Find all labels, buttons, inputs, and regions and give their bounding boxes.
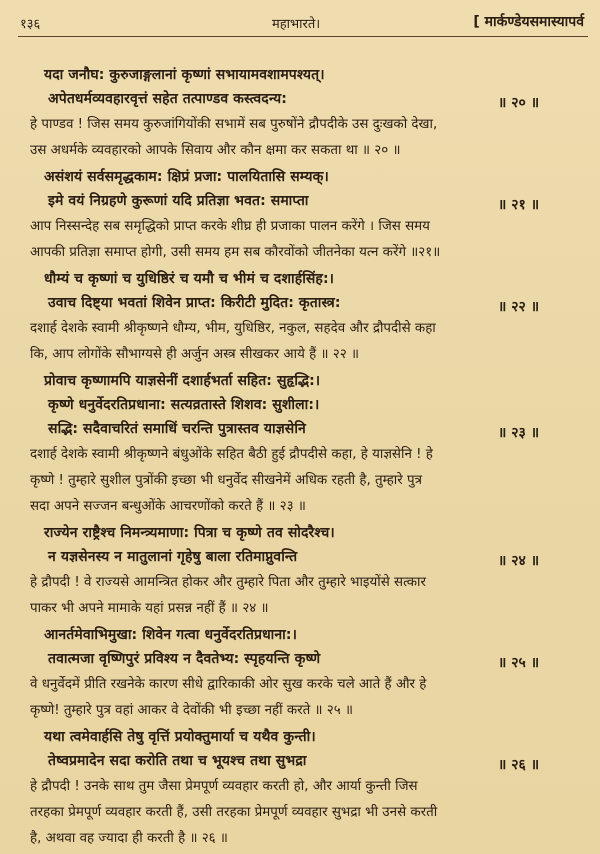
- sanskrit-line: आनर्तमेवाभिमुखा: शिवेन गत्वा धनुर्वेदरतिप्रधाना:।: [44, 627, 298, 643]
- verse-number: ॥ २५ ॥: [498, 655, 540, 671]
- translation-line: पाकर भी अपने मामाके यहां प्रसन्न नहीं हैं ॥ २४ ॥: [30, 601, 269, 616]
- sanskrit-line: प्रोवाच कृष्णामपि याज्ञसेनीं दशार्हभर्ता सहित: सुहृद्भि:।: [44, 373, 321, 389]
- sanskrit-line: तेष्वप्रमादेन सदा करोति तथा च भूयश्च तथा सुभद्रा: [48, 753, 307, 769]
- sanskrit-line: इमे वयं निग्रहणे कुरूणां यदि प्रतिज्ञा भवत: समाप्ता: [48, 193, 309, 209]
- translation-line: दशार्ह देशके स्वामी श्रीकृष्णने धौम्य, भीम, युधिष्ठिर, नकुल, सहदेव और द्रौपदीसे कहा: [30, 321, 436, 336]
- verse-number: ॥ २१ ॥: [498, 197, 540, 213]
- book-title: महाभारते।: [272, 17, 321, 32]
- sanskrit-line: तवात्मजा वृष्णिपुरं प्रविश्य न दैवतेभ्य: स्पृहयन्ति कृष्णे: [48, 651, 321, 667]
- sanskrit-line: राज्येन राष्ट्रैश्च निमन्त्र्यमाणा: पित्रा च कृष्णे तव सोदरैश्च।: [44, 525, 335, 541]
- sanskrit-line: कृष्णे धनुर्वेदरतिप्रधाना: सत्यव्रतास्ते शिशव: सुशीला:।: [48, 397, 320, 413]
- translation-line: है, अथवा वह ज्यादा ही करती है ॥ २६ ॥: [30, 831, 228, 846]
- translation-line: हे पाण्डव ! जिस समय कुरुजांगियोंकी सभामें सब पुरुषोंने द्रौपदीके उस दुःखको देखा,: [30, 117, 438, 132]
- translation-line: वे धनुर्वेदमें प्रीति रखनेके कारण सीधे द्वारिकाकी ओर सुख करके चले आते हैं और हे: [30, 677, 427, 692]
- translation-line: कृष्णे ! तुम्हारे सुशील पुत्रोंकी इच्छा भी धनुर्वेद सीखनेमें अधिक रहती है, तुम्हारे पुत्र: [30, 473, 423, 488]
- verse-number: ॥ २२ ॥: [498, 299, 540, 315]
- sanskrit-line: धौम्यं च कृष्णां च युधिष्ठिरं च यमौ च भीमं च दशार्हसिंह:।: [44, 271, 335, 287]
- translation-line: हे द्रौपदी ! उनके साथ तुम जैसा प्रेमपूर्ण व्यवहार करती हो, और आर्या कुन्ती जिस: [30, 779, 418, 794]
- translation-line: कृष्णे! तुम्हारे पुत्र वहां आकर वे देवोंकी भी इच्छा नहीं करते ॥ २५ ॥: [30, 703, 354, 718]
- page-header: [18, 10, 588, 37]
- translation-line: दशार्ह देशके स्वामी श्रीकृष्णने बंधुओंके सहित बैठी हुई द्रौपदीसे कहा, हे याज्ञसेनि ! हे: [30, 447, 433, 462]
- verse-number: ॥ २० ॥: [498, 95, 540, 111]
- sanskrit-line: उवाच दिष्ट्या भवतां शिवेन प्राप्त: किरीटी मुदित: कृतास्त्र:: [48, 295, 341, 311]
- sanskrit-line: न यज्ञसेनस्य न मातुलानां गृहेषु बाला रतिमाप्नुवन्ति: [48, 549, 298, 565]
- page-number: १३६: [20, 17, 41, 32]
- sanskrit-line: अपेतधर्मव्यवहारवृत्तं सहेत तत्पाण्डव कस्त्वदन्य:: [48, 91, 287, 107]
- translation-line: कि, आप लोगोंके सौभाग्यसे ही अर्जुन अस्त्र सीखकर आये हैं ॥ २२ ॥: [30, 347, 359, 362]
- verse-number: ॥ २३ ॥: [498, 425, 540, 441]
- translation-line: आप निस्सन्देह सब समृद्धिको प्राप्त करके शीघ्र ही प्रजाका पालन करेंगे । जिस समय: [30, 219, 430, 234]
- translation-line: उस अधर्मके व्यवहारको आपके सिवाय और कौन क्षमा कर सकता था ॥ २० ॥: [30, 143, 401, 158]
- verse-number: ॥ २६ ॥: [498, 757, 540, 773]
- translation-line: आपकी प्रतिज्ञा समाप्त होगी, उसी समय हम सब कौरवोंको जीतनेका यत्न करेंगे ॥२१॥: [30, 245, 441, 260]
- sanskrit-line: यदा जनौघ: कुरुजाङ्गलानां कृष्णां सभायामवशामपश्यत्।: [44, 67, 325, 83]
- translation-line: सदा अपने सज्जन बन्धुओंके आचरणोंको करते हैं ॥ २३ ॥: [30, 499, 306, 514]
- sanskrit-line: असंशयं सर्वसमृद्धकाम: क्षिप्रं प्रजा: पालयितासि सम्यक्।: [44, 169, 329, 185]
- sanskrit-line: सद्भि: सदैवाचरितं समाधिं चरन्ति पुत्रास्तव याज्ञसेनि: [48, 421, 306, 437]
- verse-number: ॥ २४ ॥: [498, 553, 540, 569]
- translation-line: हे द्रौपदी ! वे राज्यसे आमन्त्रित होकर और तुम्हारे पिता और तुम्हारे भाइयोंसे सत्कार: [30, 575, 426, 590]
- sanskrit-line: यथा त्वमेवार्हसि तेषु वृत्तिं प्रयोक्तुमार्या च यथैव कुन्ती।: [44, 729, 316, 745]
- translation-line: तरहका प्रेमपूर्ण व्यवहार करती हैं, उसी तरहका प्रेमपूर्ण व्यवहार सुभद्रा भी उनसे करती: [30, 805, 438, 820]
- section-title: [ मार्कण्डेयसमास्यापर्व: [473, 14, 584, 30]
